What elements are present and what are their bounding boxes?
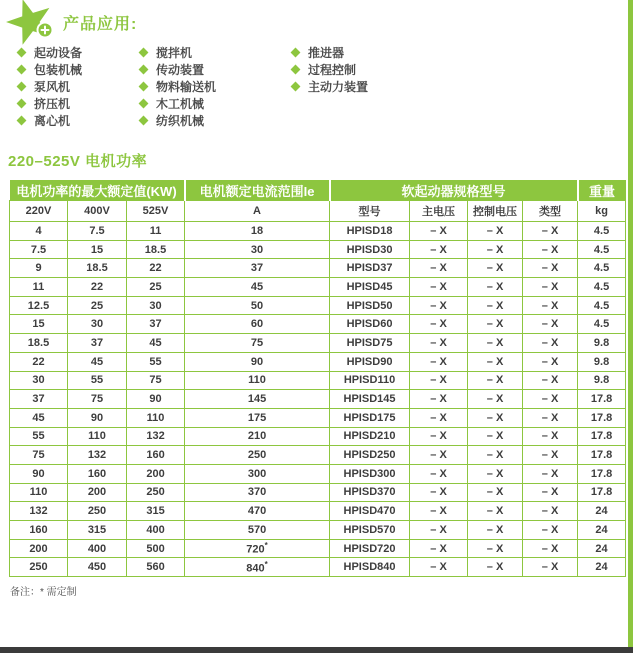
table-cell: 55 <box>127 352 185 371</box>
table-cell: 840* <box>185 558 330 577</box>
application-label: 起动设备 <box>34 46 83 60</box>
table-cell: 45 <box>127 334 185 353</box>
table-cell: – X <box>523 446 578 465</box>
diamond-bullet-icon <box>17 82 27 92</box>
diamond-bullet-icon <box>139 82 149 92</box>
table-cell: 90 <box>185 352 330 371</box>
application-item <box>18 44 82 61</box>
diamond-bullet-icon <box>17 116 27 126</box>
table-cell: 7.5 <box>68 222 127 241</box>
model-cell: HPISD370 <box>330 483 410 502</box>
application-item <box>140 95 216 112</box>
table-cell: 160 <box>10 521 68 540</box>
right-accent-stripe <box>628 0 633 653</box>
table-cell: – X <box>468 334 523 353</box>
application-label: 纺织机械 <box>156 114 205 128</box>
model-cell: HPISD570 <box>330 521 410 540</box>
table-cell: 60 <box>185 315 330 334</box>
table-column-header: 主电压 <box>410 201 468 222</box>
table-cell: 17.8 <box>578 408 626 427</box>
table-cell: 4.5 <box>578 296 626 315</box>
table-cell: – X <box>523 222 578 241</box>
table-cell: – X <box>468 464 523 483</box>
table-cell: 300 <box>185 464 330 483</box>
diamond-bullet-icon <box>139 116 149 126</box>
application-label: 挤压机 <box>34 97 71 111</box>
application-item <box>140 44 216 61</box>
table-cell: – X <box>468 539 523 558</box>
table-cell: – X <box>468 483 523 502</box>
table-cell: 25 <box>127 278 185 297</box>
table-group-header: 电机功率的最大额定值(KW) <box>10 180 185 201</box>
table-cell: – X <box>410 259 468 278</box>
table-cell: 17.8 <box>578 427 626 446</box>
table-cell: – X <box>523 278 578 297</box>
table-cell: – X <box>468 390 523 409</box>
table-cell: 37 <box>127 315 185 334</box>
table-cell: 570 <box>185 521 330 540</box>
table-row <box>10 352 626 371</box>
table-cell: 55 <box>10 427 68 446</box>
table-cell: – X <box>410 222 468 241</box>
table-cell: 110 <box>68 427 127 446</box>
table-cell: 250 <box>127 483 185 502</box>
table-group-header: 电机额定电流范围Ie <box>185 180 330 201</box>
power-rating-table <box>9 180 626 577</box>
model-cell: HPISD45 <box>330 278 410 297</box>
diamond-bullet-icon <box>139 99 149 109</box>
table-cell: 560 <box>127 558 185 577</box>
application-label: 推进器 <box>308 46 345 60</box>
table-cell: – X <box>410 483 468 502</box>
table-cell: 7.5 <box>10 240 68 259</box>
table-column-header: 400V <box>68 201 127 222</box>
diamond-bullet-icon <box>291 82 301 92</box>
table-cell: – X <box>410 521 468 540</box>
model-cell: HPISD210 <box>330 427 410 446</box>
table-cell: 18.5 <box>127 240 185 259</box>
table-cell: – X <box>523 483 578 502</box>
table-cell: – X <box>468 315 523 334</box>
table-cell: 110 <box>127 408 185 427</box>
table-cell: – X <box>468 502 523 521</box>
table-cell: 4.5 <box>578 240 626 259</box>
table-cell: 11 <box>127 222 185 241</box>
table-cell: 90 <box>127 390 185 409</box>
table-cell: – X <box>410 240 468 259</box>
table-cell: – X <box>410 464 468 483</box>
table-body <box>10 222 626 577</box>
table-cell: 22 <box>68 278 127 297</box>
application-item <box>292 44 368 61</box>
table-cell: – X <box>468 371 523 390</box>
model-cell: HPISD50 <box>330 296 410 315</box>
table-cell: 160 <box>68 464 127 483</box>
table-cell: – X <box>523 352 578 371</box>
model-cell: HPISD30 <box>330 240 410 259</box>
table-cell: – X <box>468 278 523 297</box>
table-row <box>10 483 626 502</box>
table-row <box>10 408 626 427</box>
application-label: 物料输送机 <box>156 80 217 94</box>
table-cell: 4.5 <box>578 222 626 241</box>
table-row <box>10 539 626 558</box>
table-cell: 45 <box>68 352 127 371</box>
table-row <box>10 259 626 278</box>
table-cell: 75 <box>10 446 68 465</box>
table-cell: 17.8 <box>578 464 626 483</box>
table-cell: 30 <box>68 315 127 334</box>
table-column-header: kg <box>578 201 626 222</box>
table-cell: 250 <box>185 446 330 465</box>
table-cell: 50 <box>185 296 330 315</box>
table-cell: 37 <box>10 390 68 409</box>
table-row <box>10 278 626 297</box>
table-cell: 45 <box>10 408 68 427</box>
table-cell: – X <box>523 334 578 353</box>
table-cell: – X <box>410 539 468 558</box>
model-cell: HPISD90 <box>330 352 410 371</box>
application-label: 离心机 <box>34 114 71 128</box>
application-item <box>292 61 368 78</box>
table-cell: 500 <box>127 539 185 558</box>
applications-column-2 <box>140 44 216 129</box>
model-cell: HPISD18 <box>330 222 410 241</box>
table-cell: 18 <box>185 222 330 241</box>
table-cell: – X <box>468 521 523 540</box>
table-cell: 720* <box>185 539 330 558</box>
model-cell: HPISD250 <box>330 446 410 465</box>
table-cell: 24 <box>578 502 626 521</box>
table-row <box>10 464 626 483</box>
table-cell: – X <box>523 315 578 334</box>
application-item <box>292 78 368 95</box>
table-row <box>10 371 626 390</box>
application-item <box>140 61 216 78</box>
table-row <box>10 558 626 577</box>
table-cell: 160 <box>127 446 185 465</box>
table-cell: 30 <box>10 371 68 390</box>
table-cell: 12.5 <box>10 296 68 315</box>
table-cell: 200 <box>127 464 185 483</box>
bottom-page-bar <box>0 647 633 653</box>
table-cell: – X <box>523 390 578 409</box>
table-row <box>10 446 626 465</box>
table-cell: – X <box>523 240 578 259</box>
table-cell: – X <box>523 427 578 446</box>
application-item <box>18 95 82 112</box>
table-cell: 24 <box>578 558 626 577</box>
model-cell: HPISD720 <box>330 539 410 558</box>
applications-column-3 <box>292 44 368 95</box>
table-cell: 24 <box>578 521 626 540</box>
table-cell: 75 <box>68 390 127 409</box>
table-cell: 9.8 <box>578 334 626 353</box>
table-cell: 400 <box>68 539 127 558</box>
footnote: 备注：* 需定制 <box>10 587 77 598</box>
table-cell: – X <box>523 408 578 427</box>
table-cell: 4.5 <box>578 278 626 297</box>
table-cell: 4 <box>10 222 68 241</box>
table-cell: 18.5 <box>68 259 127 278</box>
table-cell: 17.8 <box>578 446 626 465</box>
table-cell: 9.8 <box>578 352 626 371</box>
table-row <box>10 240 626 259</box>
diamond-bullet-icon <box>139 48 149 58</box>
table-cell: 132 <box>127 427 185 446</box>
table-cell: 15 <box>68 240 127 259</box>
table-cell: – X <box>468 240 523 259</box>
table-cell: 110 <box>10 483 68 502</box>
table-cell: 400 <box>127 521 185 540</box>
model-cell: HPISD840 <box>330 558 410 577</box>
table-cell: 18.5 <box>10 334 68 353</box>
table-cell: – X <box>410 558 468 577</box>
table-cell: 22 <box>127 259 185 278</box>
model-cell: HPISD60 <box>330 315 410 334</box>
application-label: 包装机械 <box>34 63 83 77</box>
table-cell: 200 <box>68 483 127 502</box>
table-group-header: 重量 <box>578 180 626 201</box>
table-cell: – X <box>468 259 523 278</box>
diamond-bullet-icon <box>17 99 27 109</box>
table-cell: 30 <box>185 240 330 259</box>
table-cell: 22 <box>10 352 68 371</box>
table-row <box>10 502 626 521</box>
applications-column-1 <box>18 44 82 129</box>
table-cell: – X <box>468 296 523 315</box>
diamond-bullet-icon <box>139 65 149 75</box>
power-section-title: 220–525V 电机功率 <box>8 153 148 170</box>
application-label: 过程控制 <box>308 63 357 77</box>
table-cell: 200 <box>10 539 68 558</box>
table-cell: – X <box>410 371 468 390</box>
application-label: 传动装置 <box>156 63 205 77</box>
application-label: 泵风机 <box>34 80 71 94</box>
table-cell: 17.8 <box>578 390 626 409</box>
table-cell: – X <box>523 502 578 521</box>
application-item <box>140 112 216 129</box>
table-column-header: 型号 <box>330 201 410 222</box>
table-cell: 132 <box>68 446 127 465</box>
table-cell: – X <box>468 427 523 446</box>
model-cell: HPISD300 <box>330 464 410 483</box>
model-cell: HPISD470 <box>330 502 410 521</box>
table-row <box>10 521 626 540</box>
table-cell: – X <box>523 296 578 315</box>
table-row <box>10 296 626 315</box>
table-cell: 250 <box>10 558 68 577</box>
diamond-bullet-icon <box>17 65 27 75</box>
table-cell: – X <box>410 502 468 521</box>
table-cell: 370 <box>185 483 330 502</box>
diamond-bullet-icon <box>291 48 301 58</box>
table-cell: – X <box>468 446 523 465</box>
table-row <box>10 334 626 353</box>
table-cell: 30 <box>127 296 185 315</box>
table-cell: 17.8 <box>578 483 626 502</box>
table-cell: – X <box>523 371 578 390</box>
table-cell: 55 <box>68 371 127 390</box>
table-cell: 4.5 <box>578 315 626 334</box>
table-column-header: 类型 <box>523 201 578 222</box>
table-cell: – X <box>410 390 468 409</box>
table-cell: 210 <box>185 427 330 446</box>
table-cell: 9 <box>10 259 68 278</box>
application-item <box>140 78 216 95</box>
table-cell: 315 <box>68 521 127 540</box>
application-item <box>18 78 82 95</box>
table-cell: 75 <box>127 371 185 390</box>
table-cell: 37 <box>185 259 330 278</box>
table-cell: 145 <box>185 390 330 409</box>
table-cell: 132 <box>10 502 68 521</box>
model-cell: HPISD75 <box>330 334 410 353</box>
table-column-header: 220V <box>10 201 68 222</box>
table-cell: 4.5 <box>578 259 626 278</box>
table-cell: 75 <box>185 334 330 353</box>
table-cell: 315 <box>127 502 185 521</box>
diamond-bullet-icon <box>17 48 27 58</box>
model-cell: HPISD175 <box>330 408 410 427</box>
table-cell: – X <box>468 352 523 371</box>
application-label: 搅拌机 <box>156 46 193 60</box>
model-cell: HPISD110 <box>330 371 410 390</box>
table-subheader-row <box>10 201 626 222</box>
table-cell: – X <box>410 278 468 297</box>
table-cell: – X <box>523 539 578 558</box>
application-label: 主动力装置 <box>308 80 369 94</box>
applications-title: 产品应用: <box>63 16 138 33</box>
table-cell: – X <box>523 558 578 577</box>
table-cell: – X <box>523 464 578 483</box>
table-cell: – X <box>468 408 523 427</box>
table-cell: 37 <box>68 334 127 353</box>
model-cell: HPISD37 <box>330 259 410 278</box>
table-column-header: 控制电压 <box>468 201 523 222</box>
table-cell: 450 <box>68 558 127 577</box>
table-row <box>10 427 626 446</box>
diamond-bullet-icon <box>291 65 301 75</box>
table-cell: 24 <box>578 539 626 558</box>
table-cell: 90 <box>10 464 68 483</box>
table-cell: 110 <box>185 371 330 390</box>
table-cell: – X <box>523 259 578 278</box>
table-cell: 175 <box>185 408 330 427</box>
table-cell: – X <box>468 222 523 241</box>
table-column-header: 525V <box>127 201 185 222</box>
table-cell: 15 <box>10 315 68 334</box>
table-cell: 90 <box>68 408 127 427</box>
table-group-header-row <box>10 180 626 201</box>
table-cell: – X <box>410 427 468 446</box>
table-cell: 470 <box>185 502 330 521</box>
table-group-header: 软起动器规格型号 <box>330 180 578 201</box>
table-cell: – X <box>523 521 578 540</box>
table-cell: 25 <box>68 296 127 315</box>
table-cell: 250 <box>68 502 127 521</box>
table-cell: 45 <box>185 278 330 297</box>
star-logo-icon <box>3 0 63 46</box>
table-cell: 9.8 <box>578 371 626 390</box>
table-cell: – X <box>410 315 468 334</box>
table-row <box>10 222 626 241</box>
table-cell: – X <box>410 352 468 371</box>
application-item <box>18 112 82 129</box>
table-column-header: A <box>185 201 330 222</box>
table-cell: – X <box>410 446 468 465</box>
table-cell: – X <box>410 408 468 427</box>
application-label: 木工机械 <box>156 97 205 111</box>
model-cell: HPISD145 <box>330 390 410 409</box>
table-cell: – X <box>468 558 523 577</box>
table-cell: – X <box>410 296 468 315</box>
table-cell: 11 <box>10 278 68 297</box>
table-row <box>10 315 626 334</box>
table-cell: – X <box>410 334 468 353</box>
table-row <box>10 390 626 409</box>
application-item <box>18 61 82 78</box>
